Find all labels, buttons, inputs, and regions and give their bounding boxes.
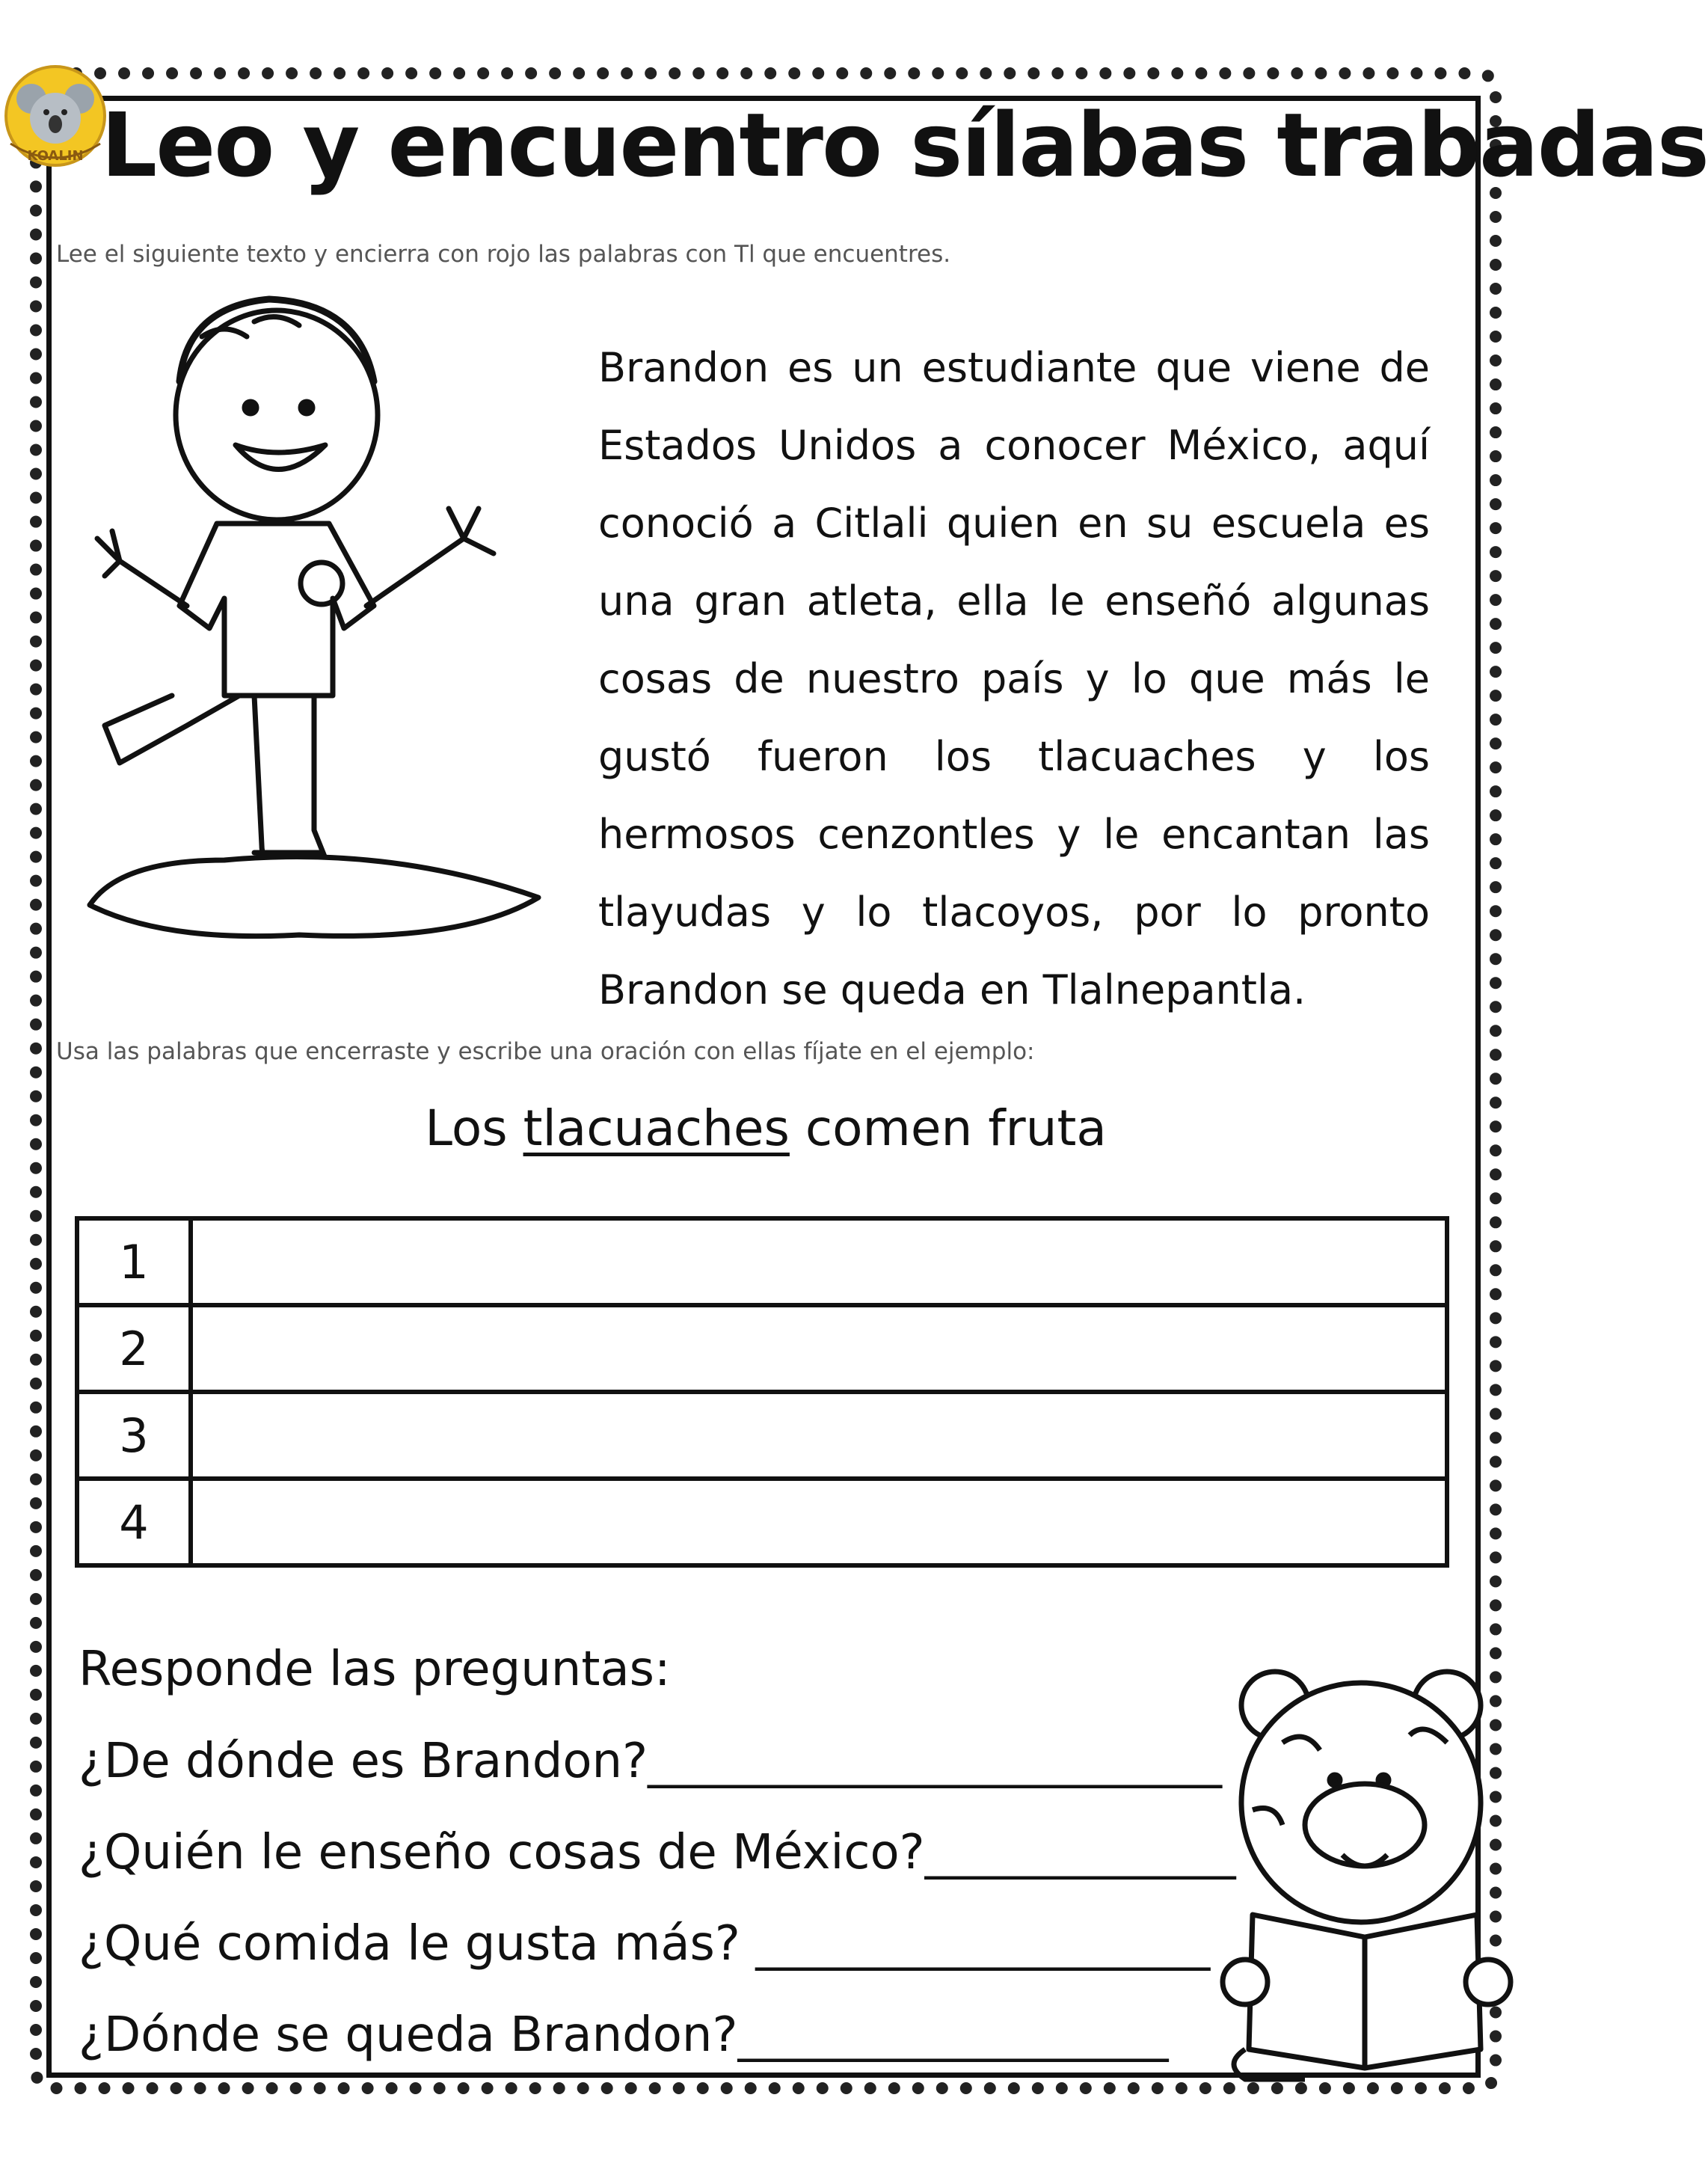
page-title: Leo y encuentro sílabas trabadas bbox=[101, 93, 1708, 197]
instruction-top: Lee el siguiente texto y encierra con rojo las palabras con Tl que encuentres. bbox=[56, 241, 951, 268]
question-1[interactable]: ¿De dónde es Brandon?________________________ bbox=[79, 1734, 1223, 1789]
question-3[interactable]: ¿Qué comida le gusta más? ___________________ bbox=[79, 1916, 1211, 1972]
row-number: 1 bbox=[77, 1218, 191, 1305]
logo-label: KOALIN bbox=[27, 148, 84, 164]
koala-icon bbox=[3, 60, 108, 172]
table-row bbox=[77, 1479, 1447, 1565]
table-row bbox=[77, 1392, 1447, 1479]
row-number: 4 bbox=[77, 1479, 191, 1565]
answer-table bbox=[75, 1216, 1449, 1568]
boy-illustration bbox=[75, 277, 568, 957]
table-row bbox=[77, 1305, 1447, 1392]
table-row bbox=[77, 1218, 1447, 1305]
question-4[interactable]: ¿Dónde se queda Brandon?__________________ bbox=[79, 2007, 1169, 2063]
example-after: comen fruta bbox=[789, 1099, 1107, 1157]
story-text: Brandon es un estudiante que viene de Estados Unidos a conocer México, aquí conoció a Citlali quien en su escuela es una gran atleta, ella le enseñó algunas cosas de nuestro país y lo que más le gustó fueron los tlacuaches y los hermosos cenzontles y le encantan las tlayudas y lo tlacoyos, por lo pronto Brandon se queda en Tlalnepantla. bbox=[598, 344, 1430, 1013]
example-sentence bbox=[0, 1099, 1532, 1157]
instruction-mid: Usa las palabras que encerraste y escribe una oración con ellas fíjate en el ejemplo: bbox=[56, 1038, 1035, 1065]
answer-line[interactable] bbox=[191, 1479, 1447, 1565]
example-underlined-word: tlacuaches bbox=[523, 1099, 790, 1157]
questions-header: Responde las preguntas: bbox=[79, 1642, 671, 1697]
question-2[interactable]: ¿Quién le enseño cosas de México?_____________ bbox=[79, 1825, 1236, 1880]
example-before: Los bbox=[425, 1099, 523, 1157]
answer-line[interactable] bbox=[191, 1392, 1447, 1479]
row-number: 2 bbox=[77, 1305, 191, 1392]
row-number: 3 bbox=[77, 1392, 191, 1479]
answer-line[interactable] bbox=[191, 1218, 1447, 1305]
answer-line[interactable] bbox=[191, 1305, 1447, 1392]
tiger-reading-illustration bbox=[1223, 1660, 1514, 2087]
